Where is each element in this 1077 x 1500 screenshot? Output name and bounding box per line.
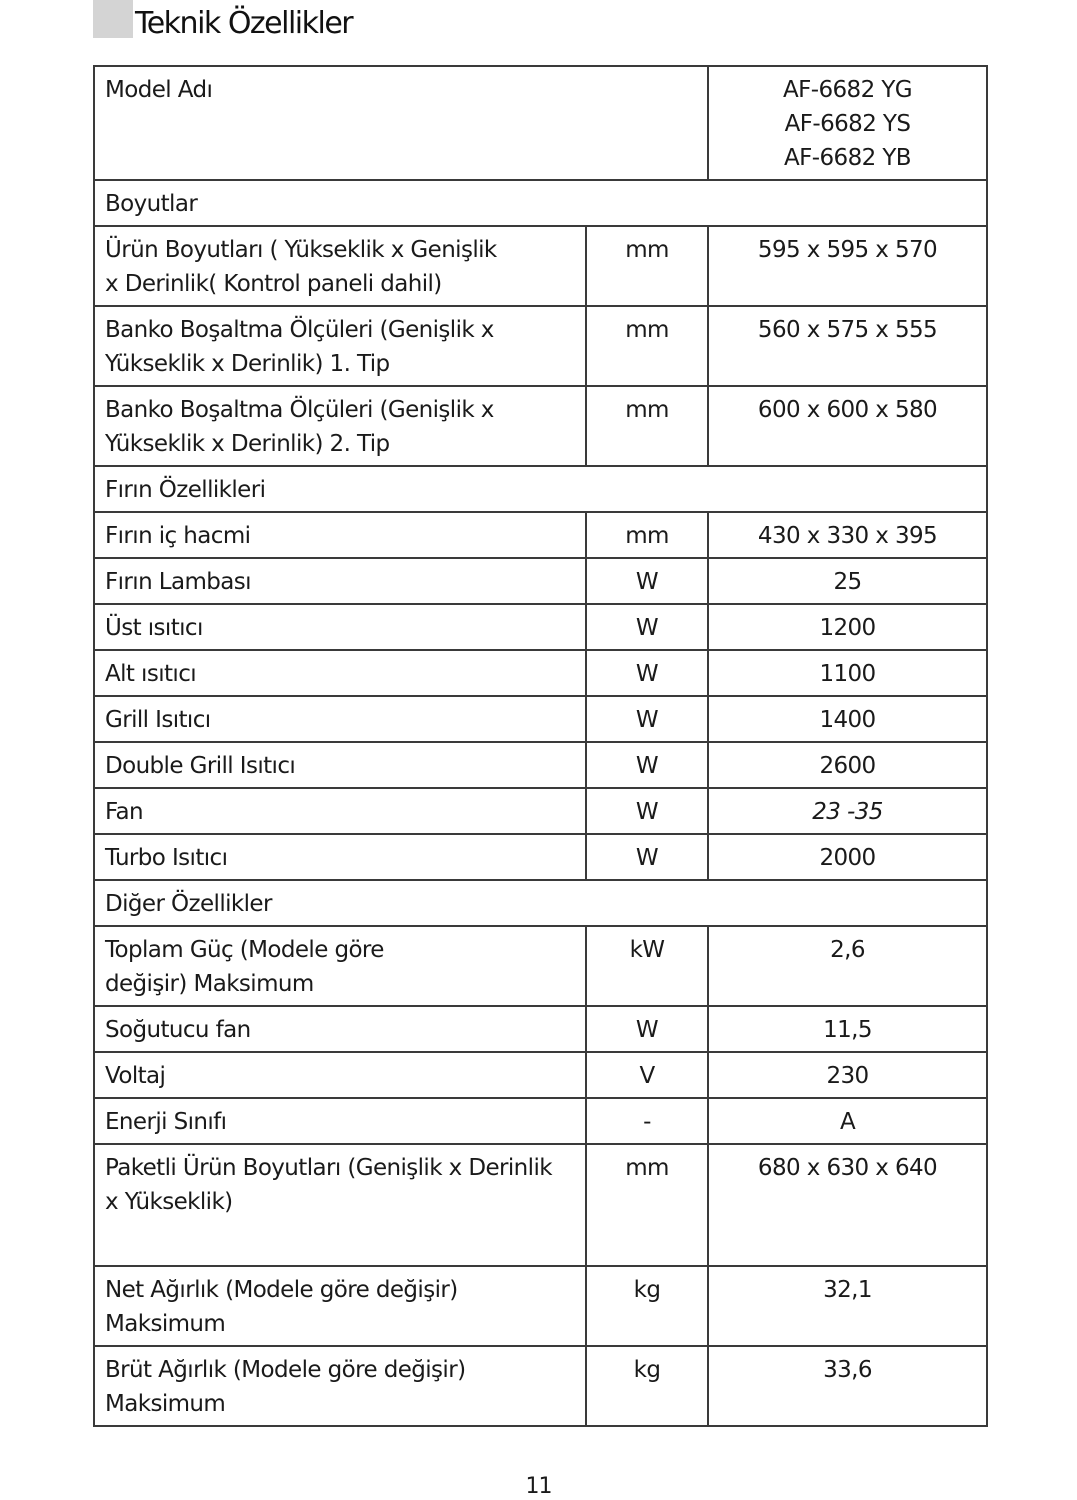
row-label: Enerji Sınıfı [94,1098,586,1144]
row-value: 23 -35 [708,788,987,834]
table-row-model [94,66,987,180]
row-label: Fırın iç hacmi [94,512,586,558]
row-label: Turbo Isıtıcı [94,834,586,880]
row-unit: mm [586,226,708,306]
page-title: Teknik Özellikler [135,6,353,41]
row-label: Soğutucu fan [94,1006,586,1052]
row-value: 230 [708,1052,987,1098]
section-title: Fırın Özellikleri [94,466,987,512]
row-unit: mm [586,386,708,466]
row-value: 560 x 575 x 555 [708,306,987,386]
table-row [94,696,987,742]
row-value: 25 [708,558,987,604]
row-value: 430 x 330 x 395 [708,512,987,558]
section-row-dimensions [94,180,987,226]
row-unit: mm [586,1144,708,1266]
row-unit: W [586,558,708,604]
row-value: 32,1 [708,1266,987,1346]
table-row [94,1346,987,1426]
row-value: 595 x 595 x 570 [708,226,987,306]
section-row-other [94,880,987,926]
row-value: 2600 [708,742,987,788]
row-label: Banko Boşaltma Ölçüleri (Genişlik x Yükseklik x Derinlik) 1. Tip [94,306,586,386]
row-label: Üst ısıtıcı [94,604,586,650]
row-label: Net Ağırlık (Modele göre değişir) Maksimum [94,1266,586,1346]
model-values [708,66,987,180]
row-label: Fan [94,788,586,834]
model-value: AF-6682 YS [784,111,911,137]
table-row [94,604,987,650]
row-value: 680 x 630 x 640 [708,1144,987,1266]
row-label: Double Grill Isıtıcı [94,742,586,788]
page-number: 11 [525,1474,552,1499]
row-unit: W [586,742,708,788]
table-row [94,1098,987,1144]
row-value: 2,6 [708,926,987,1006]
table-row [94,834,987,880]
table-row [94,650,987,696]
table-row [94,788,987,834]
row-value: A [708,1098,987,1144]
row-label: Toplam Güç (Modele göre değişir) Maksimum [94,926,586,1006]
row-unit: W [586,604,708,650]
table-row [94,1144,987,1266]
row-label: Model Adı [94,66,708,180]
row-unit: W [586,834,708,880]
row-label: Banko Boşaltma Ölçüleri (Genişlik x Yükseklik x Derinlik) 2. Tip [94,386,586,466]
table-row [94,226,987,306]
row-unit: mm [586,512,708,558]
table-row [94,742,987,788]
table-row [94,512,987,558]
row-value: 1400 [708,696,987,742]
table-row [94,1266,987,1346]
model-value: AF-6682 YG [783,77,912,103]
section-row-oven [94,466,987,512]
row-value: 11,5 [708,1006,987,1052]
table-row [94,386,987,466]
row-unit: V [586,1052,708,1098]
table-row [94,926,987,1006]
section-title: Boyutlar [94,180,987,226]
row-label: Brüt Ağırlık (Modele göre değişir) Maksimum [94,1346,586,1426]
row-unit: W [586,650,708,696]
row-unit: mm [586,306,708,386]
row-label: Voltaj [94,1052,586,1098]
row-unit: - [586,1098,708,1144]
table-row [94,558,987,604]
row-unit: kW [586,926,708,1006]
table-row [94,1006,987,1052]
table-row [94,1052,987,1098]
row-label: Ürün Boyutları ( Yükseklik x Genişlik x Derinlik( Kontrol paneli dahil) [94,226,586,306]
row-value: 1100 [708,650,987,696]
row-unit: W [586,696,708,742]
row-value: 600 x 600 x 580 [708,386,987,466]
row-unit: W [586,1006,708,1052]
row-unit: W [586,788,708,834]
spec-table [93,65,988,1427]
row-value: 33,6 [708,1346,987,1426]
row-unit: kg [586,1346,708,1426]
row-value: 2000 [708,834,987,880]
row-label: Paketli Ürün Boyutları (Genişlik x Derinlik x Yükseklik) [94,1144,586,1266]
row-unit: kg [586,1266,708,1346]
row-label: Grill Isıtıcı [94,696,586,742]
table-row [94,306,987,386]
row-value: 1200 [708,604,987,650]
model-value: AF-6682 YB [784,145,911,171]
section-title: Diğer Özellikler [94,880,987,926]
row-label: Alt ısıtıcı [94,650,586,696]
title-marker [93,0,133,38]
row-label: Fırın Lambası [94,558,586,604]
